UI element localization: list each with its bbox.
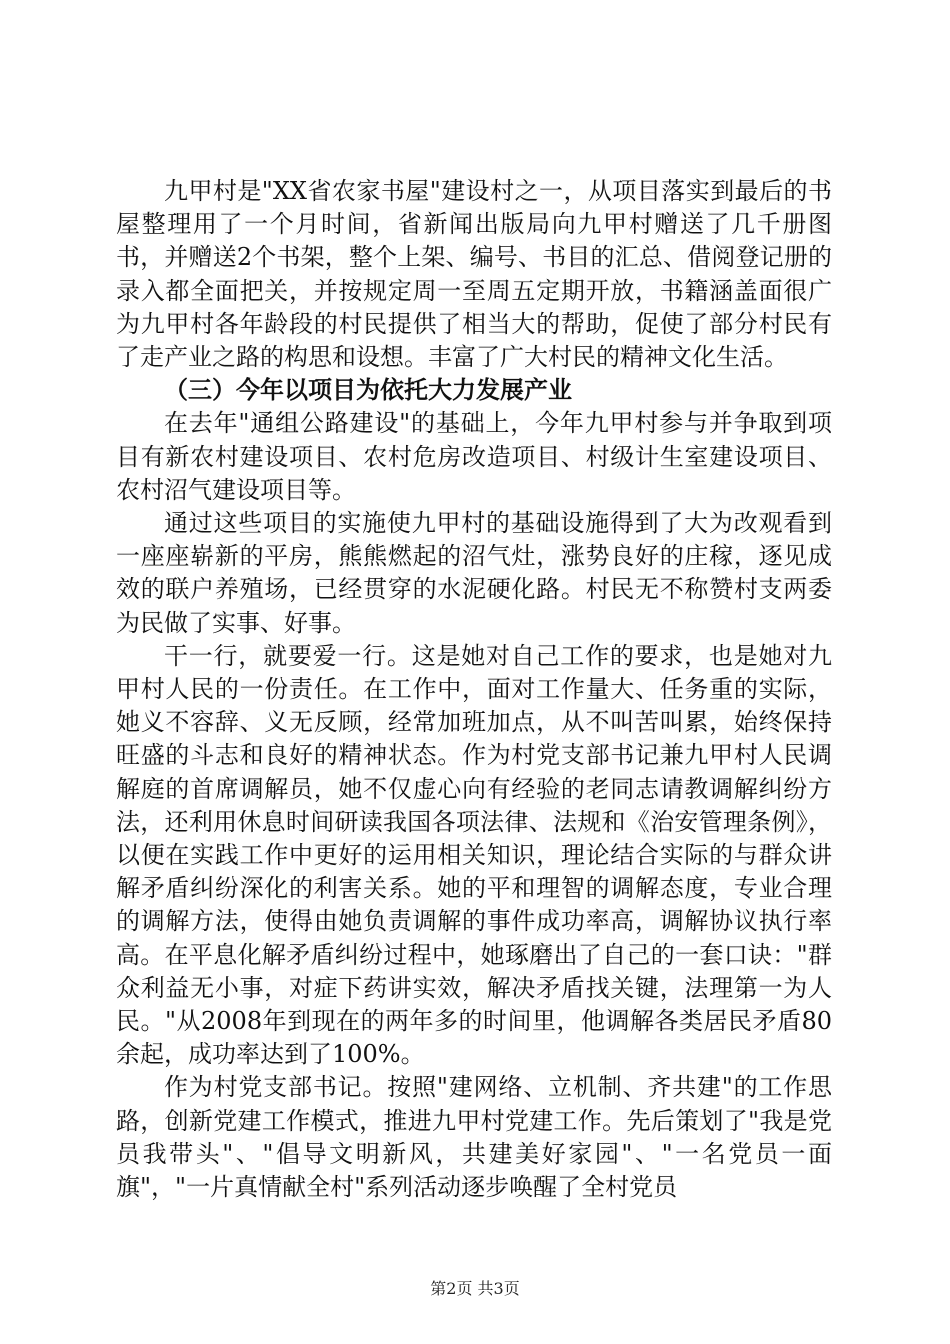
- section-heading: （三）今年以项目为依托大力发展产业: [164, 376, 572, 405]
- paragraph-projects: 在去年"通组公路建设"的基础上，今年九甲村参与并争取到项目有新农村建设项目、农村危房改造项目、村级计生室建设项目、农村沼气建设项目等。: [116, 409, 832, 504]
- page-footer: 第2页 共3页: [430, 1279, 520, 1298]
- paragraph-party-building: 作为村党支部书记。按照"建网络、立机制、齐共建"的工作思路，创新党建工作模式，推进九甲村党建工作。先后策划了"我是党员我带头"、"倡导文明新风，共建美好家园"、"一名党员一面旗"，"一片真情献全村"系列活动逐步唤醒了全村党员: [116, 1073, 832, 1202]
- paragraph-infrastructure: 通过这些项目的实施使九甲村的基础设施得到了大为改观看到一座座崭新的平房，熊熊燃起的沼气灶，涨势良好的庄稼，逐见成效的联户养殖场，已经贯穿的水泥硬化路。村民无不称赞村支两委为民做了实事、好事。: [116, 509, 832, 637]
- document-body: [116, 175, 832, 1204]
- paragraph-mediation-work: 干一行，就要爱一行。这是她对自己工作的要求，也是她对九甲村人民的一份责任。在工作中，面对工作量大、任务重的实际，她义不容辞、义无反顾，经常加班加点，从不叫苦叫累，始终保持旺盛的斗志和良好的精神状态。作为村党支部书记兼九甲村人民调解庭的首席调解员，她不仅虚心向有经验的老同志请教调解纠纷方法，还利用休息时间研读我国各项法律、法规和《治安管理条例》，以便在实践工作中更好的运用相关知识，理论结合实际的与群众讲解矛盾纠纷深化的利害关系。她的平和理智的调解态度，专业合理的调解方法，使得由她负责调解的事件成功率高，调解协议执行率高。在平息化解矛盾纠纷过程中，她琢磨出了自己的一套口诀："群众利益无小事，对症下药讲实效，解决矛盾找关键，法理第一为人民。"从2008年到现在的两年多的时间里，他调解各类居民矛盾80余起，成功率达到了100%。: [116, 641, 832, 1069]
- paragraph-book-house: 九甲村是"XX省农家书屋"建设村之一，从项目落实到最后的书屋整理用了一个月时间，省新闻出版局向九甲村赠送了几千册图书，并赠送2个书架，整个上架、编号、书目的汇总、借阅登记册的录入都全面把关，并按规定周一至周五定期开放，书籍涵盖面很广为九甲村各年龄段的村民提供了相当大的帮助，促使了部分村民有了走产业之路的构思和设想。丰富了广大村民的精神文化生活。: [116, 177, 832, 372]
